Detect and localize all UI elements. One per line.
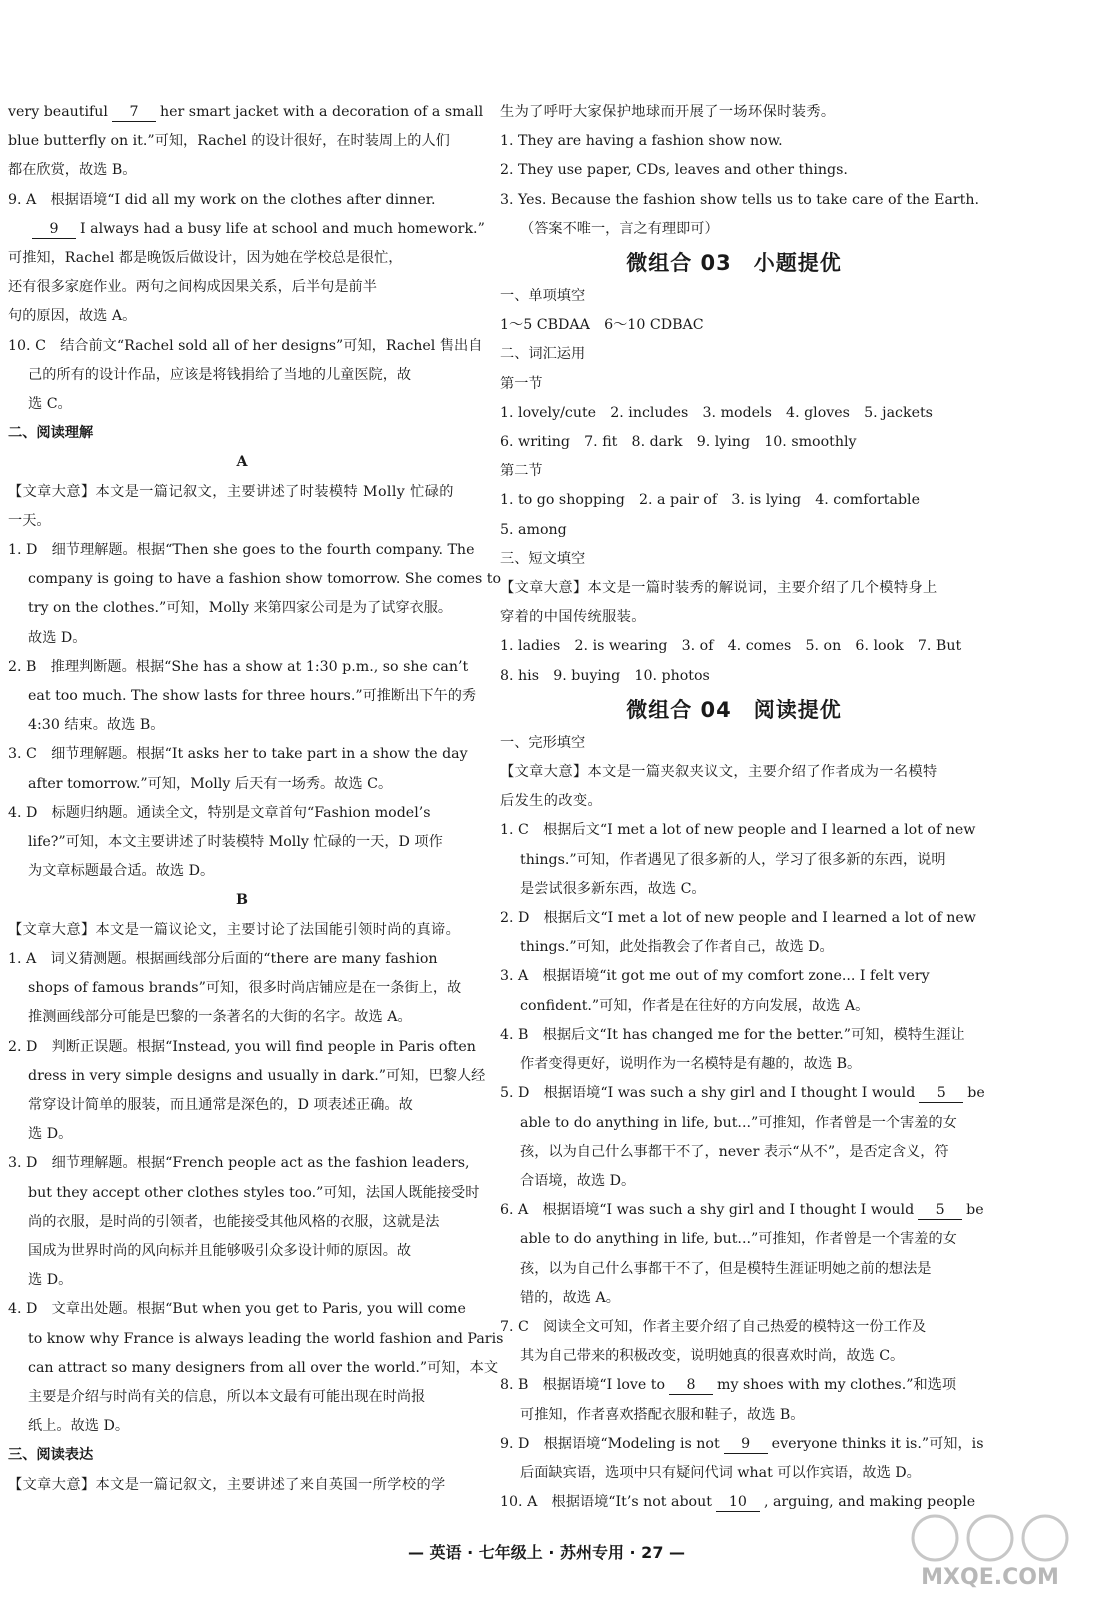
line-text: 为文章标题最合适。故选 D。 [28,863,215,880]
line-text: 是尝试很多新东西，故选 C。 [520,880,706,897]
answer-line [500,127,968,156]
answer-line [8,857,476,886]
page-footer: — 英语 · 七年级上 · 苏州专用 · 27 — [407,1543,686,1562]
line-text: 4:30 结束。故选 B。 [28,717,165,734]
answer-line [8,1208,476,1237]
answer-line [500,1284,968,1313]
line-text: 合语境，故选 D。 [520,1172,636,1189]
line-text-cont: my shoes with my clothes.”和选项 [717,1377,957,1394]
line-text: 主要是介绍与时尚有关的信息，所以本文最有可能出现在时尚报 [28,1388,426,1405]
line-text: 【文章大意】本文是一篇时装秀的解说词，主要介绍了几个模特身上 [500,580,938,597]
line-text-cont: be [967,1085,985,1102]
line-text: but they accept other clothes styles too.”可知，法国人既能接受时 [28,1184,480,1201]
summary-line [500,758,968,787]
blank-number: 10 [716,1493,760,1512]
answer-line [500,1050,968,1079]
line-text: blue butterfly on it.”可知，Rachel 的设计很好，在时装周上的人们 [8,133,450,150]
answer-line [8,536,476,565]
answer-line [8,1091,476,1120]
line-text: 生为了呼吁大家保护地球而开展了一场环保时装秀。 [500,104,836,120]
line-text: 6. writing 7. fit 8. dark 9. lying 10. smoothly [500,434,857,451]
answer-line [500,1138,968,1167]
left-column [8,98,504,1500]
answer-line [8,156,476,185]
answer-line [8,770,476,799]
answer-line [500,632,968,661]
answer-line [8,1295,476,1324]
line-text: 8. his 9. buying 10. photos [500,667,710,684]
answer-line [500,340,968,369]
watermark-text: MXQE.COM [921,1565,1059,1590]
line-text: shops of famous brands”可知，很多时尚店铺应是在一条街上，故 [28,980,462,997]
answer-line [8,244,476,273]
answer-line [8,682,476,711]
line-text: 还有很多家庭作业。两句之间构成因果关系，后半句是前半 [8,279,377,296]
blank-number: 5 [918,1201,962,1220]
answer-line [8,945,476,974]
answer-line [500,1021,968,1050]
answer-line [8,332,483,361]
line-text: 3. A 根据语境“it got me out of my comfort zone... I felt very [500,968,930,985]
line-text: 选 C。 [28,396,72,413]
answer-line [500,1079,985,1108]
answer-line [8,594,476,623]
line-text: 穿着的中国传统服装。 [500,609,646,626]
line-text: 1. to go shopping 2. a pair of 3. is lying 4. comfortable [500,492,920,509]
answer-line [500,282,968,311]
line-text: 4. D 标题归纳题。通读全文，特别是文章首句“Fashion model’s [8,804,431,821]
answer-line [8,1354,499,1383]
answer-line [500,1401,968,1430]
answer-line [500,1167,968,1196]
line-text: 后面缺宾语，选项中只有疑问代词 what 可以作宾语，故选 D。 [520,1464,921,1481]
line-text: 9. A 根据语境“I did all my work on the clothes after dinner. [8,191,436,208]
line-text: （答案不唯一，言之有理即可） [520,220,719,237]
blank-number: 5 [919,1084,963,1103]
section-heading [500,244,968,282]
line-text: 2. D 判断正误题。根据“Instead, you will find people in Paris often [8,1038,476,1055]
line-text: 第一节 [500,375,543,392]
line-text: 孩，以为自己什么事都干不了，never 表示“从不”，是否定含义，符 [520,1143,949,1160]
answer-line [8,974,476,1003]
answer-line [8,565,502,594]
line-text-cont: everyone thinks it is.”可知，is [771,1435,984,1452]
line-text: 2. They use paper, CDs, leaves and other things. [500,162,848,179]
section-heading [500,691,968,729]
line-text: 都在欣赏，故选 B。 [8,162,137,179]
line-text: 1. ladies 2. is wearing 3. of 4. comes 5. on 6. look 7. But [500,638,962,655]
line-text: 可推知，Rachel 都是晚饭后做设计，因为她在学校总是很忙， [8,250,403,267]
line-text: 第二节 [500,463,543,480]
line-text: 1. C 根据后文“I met a lot of new people and I learned a lot of new [500,822,976,839]
summary-line [500,574,968,603]
line-text: 3. Yes. Because the fashion show tells us to take care of the Earth. [500,191,980,208]
line-text: 推测画线部分可能是巴黎的一条著名的大街的名字。故选 A。 [28,1009,412,1026]
line-text: 作者变得更好，说明作为一名模特是有趣的，故选 B。 [520,1056,862,1073]
line-text: 常穿设计简单的服装，而且通常是深色的，D 项表述正确。故 [28,1096,413,1113]
answer-line [8,215,485,244]
passage-label [8,448,476,477]
line-text-cont: I always had a busy life at school and much homework.” [80,220,485,237]
line-text: 可推知，作者喜欢搭配衣服和鞋子，故选 B。 [520,1406,805,1423]
answer-line [8,740,476,769]
answer-line [8,1062,486,1091]
answer-line [8,361,476,390]
line-text: 故选 D。 [28,629,87,646]
answer-line [8,711,476,740]
line-text: 【文章大意】本文是一篇夹叙夹议文，主要介绍了作者成为一名模特 [500,764,938,781]
line-text: 二、词汇运用 [500,346,586,363]
line-text-cont: , arguing, and making people [763,1494,976,1511]
line-text-cont: her smart jacket with a decoration of a small [159,104,484,120]
answer-line [500,215,968,244]
answer-line [500,457,968,486]
answer-line [500,428,968,457]
line-text: able to do anything in life, but...”可推知，作者曾是一个害羞的女 [520,1114,957,1131]
line-text: able to do anything in life, but...”可推知，作者曾是一个害羞的女 [520,1231,957,1248]
line-text: 6. A 根据语境“I was such a shy girl and I thought I would [500,1202,915,1219]
line-text: to know why France is always leading the world fashion and Paris [28,1330,504,1347]
line-text: try on the clothes.”可知，Molly 来第四家公司是为了试穿衣服。 [28,600,453,617]
line-text: 1. D 细节理解题。根据“Then she goes to the fourth company. The [8,542,475,559]
answer-line [8,624,476,653]
answer-line [8,302,476,331]
line-text: 微组合 03 小题提优 [626,251,842,276]
answer-line [500,992,968,1021]
answer-line [8,1120,476,1149]
summary-line [500,98,968,127]
answer-line [8,1325,504,1354]
line-text: 5. D 根据语境“I was such a shy girl and I thought I would [500,1085,916,1102]
answer-line [500,1371,968,1400]
line-text: B [236,892,248,909]
line-text: 【文章大意】本文是一篇议论文，主要讨论了法国能引领时尚的真谛。 [8,921,461,938]
line-text: 2. B 推理判断题。根据“She has a show at 1:30 p.m., so she can’t [8,658,469,675]
summary-line [8,1471,476,1500]
line-text: 句的原因，故选 A。 [8,308,137,325]
line-text: 4. B 根据后文“It has changed me for the better.”可知，模特生涯让 [500,1026,965,1043]
answer-line [500,311,968,340]
answer-line [8,1003,476,1032]
blank-number: 9 [724,1435,768,1454]
line-text: 8. B 根据语境“I love to [500,1377,666,1394]
line-text: eat too much. The show lasts for three hours.”可推断出下午的秀 [28,688,477,705]
line-text: 国成为世界时尚的风向标并且能够吸引众多设计师的原因。故 [28,1242,412,1259]
line-text: 一、完形填空 [500,734,586,751]
answer-line [8,1179,480,1208]
answer-line [500,156,968,185]
answer-line [8,1149,476,1178]
line-text: 三、阅读表达 [8,1447,94,1464]
line-text: 选 D。 [28,1126,73,1143]
answer-line [500,1255,968,1284]
answer-line [8,507,476,536]
summary-line [8,916,476,945]
line-text: 1. A 词义猜测题。根据画线部分后面的“there are many fashion [8,950,438,967]
line-text-cont: be [966,1202,984,1219]
line-text: after tomorrow.”可知，Molly 后天有一场秀。故选 C。 [28,775,393,792]
line-text: 10. A 根据语境“It’s not about [500,1494,712,1511]
answer-line [8,1237,476,1266]
line-text: confident.”可知，作者是在往好的方向发展，故选 A。 [520,997,870,1014]
answer-line [8,1033,476,1062]
line-text: 【文章大意】本文是一篇记叙文，主要讲述了来自英国一所学校的学 [8,1476,446,1493]
answer-line [8,653,476,682]
line-text: 错的，故选 A。 [520,1289,620,1306]
answer-line [500,816,976,845]
line-text: 后发生的改变。 [500,793,603,810]
line-text: 1. lovely/cute 2. includes 3. models 4. gloves 5. jackets [500,404,933,421]
answer-line [8,828,476,857]
answer-line [500,729,968,758]
summary-line [500,603,968,632]
answer-line [8,1383,476,1412]
blank-number: 7 [112,103,156,122]
line-text: 一天。 [8,512,51,529]
summary-line [8,478,476,507]
answer-line [500,1313,968,1342]
line-text: 3. D 细节理解题。根据“French people act as the fashion leaders, [8,1155,470,1172]
line-text: 1～5 CBDAA 6～10 CDBAC [500,317,704,334]
summary-line [500,787,968,816]
line-text: dress in very simple designs and usually in dark.”可知，巴黎人经 [28,1067,486,1084]
answer-line [8,799,476,828]
answer-line [500,186,980,215]
line-text: things.”可知，作者遇见了很多新的人，学习了很多新的东西，说明 [520,851,946,868]
line-text: 1. They are having a fashion show now. [500,133,783,150]
line-text: 10. C 结合前文“Rachel sold all of her designs”可知，Rachel 售出自 [8,337,483,354]
answer-line [500,516,968,545]
answer-line [500,545,968,574]
line-text: 己的所有的设计作品，应该是将钱捐给了当地的儿童医院，故 [28,366,412,383]
answer-line [500,904,976,933]
line-text: 选 D。 [28,1272,73,1289]
line-text: 一、单项填空 [500,288,586,305]
answer-line [500,1459,968,1488]
line-text: 【文章大意】本文是一篇记叙文，主要讲述了时装模特 Molly 忙碌的 [8,483,454,500]
blank-number: 8 [669,1376,713,1395]
line-text: 纸上。故选 D。 [28,1418,130,1435]
line-text: 孩，以为自己什么事都干不了，但是模特生涯证明她之前的想法是 [520,1260,932,1277]
answer-line [8,1412,476,1441]
line-text: 2. D 根据后文“I met a lot of new people and I learned a lot of new [500,910,976,927]
section-title [8,419,476,448]
answer-line [500,486,968,515]
watermark-logo [895,1508,1085,1592]
line-text: 其为自己带来的积极改变，说明她真的很喜欢时尚，故选 C。 [520,1348,905,1365]
line-text: 9. D 根据语境“Modeling is not [500,1435,720,1452]
line-text: life?”可知，本文主要讲述了时装模特 Molly 忙碌的一天，D 项作 [28,834,443,851]
answer-line [500,1342,968,1371]
answer-line [500,933,968,962]
answer-line [8,127,476,156]
answer-line [8,273,476,302]
line-text: 5. among [500,521,567,538]
answer-line [500,399,968,428]
section-title [8,1441,476,1470]
line-text: company is going to have a fashion show tomorrow. She comes to [28,571,502,588]
answer-line [500,875,968,904]
line-text: can attract so many designers from all over the world.”可知，本文 [28,1359,499,1376]
line-text: 4. D 文章出处题。根据“But when you get to Paris, you will come [8,1301,466,1318]
answer-line [8,186,476,215]
answer-line [500,1430,984,1459]
line-text: 7. C 阅读全文可知，作者主要介绍了自己热爱的模特这一份工作及 [500,1318,927,1335]
answer-line [500,1196,984,1225]
line-text: 3. C 细节理解题。根据“It asks her to take part in a show the day [8,746,468,763]
answer-line [500,1225,968,1254]
answer-line [500,846,968,875]
answer-line [8,98,484,127]
line-text: A [236,454,248,471]
answer-line [8,1266,476,1295]
answer-line [500,662,968,691]
line-text: things.”可知，此处指教会了作者自己，故选 D。 [520,939,834,956]
passage-label [8,886,476,915]
line-text: very beautiful [8,104,108,120]
line-text: 微组合 04 阅读提优 [626,697,842,722]
line-text: 二、阅读理解 [8,425,94,442]
answer-line [500,962,968,991]
answer-line [500,370,968,399]
line-text: 尚的衣服，是时尚的引领者，也能接受其他风格的衣服，这就是法 [28,1213,440,1230]
answer-line [500,1109,968,1138]
blank-number: 9 [32,220,76,239]
line-text: 三、短文填空 [500,550,586,567]
right-column [500,98,985,1517]
answer-line [8,390,476,419]
